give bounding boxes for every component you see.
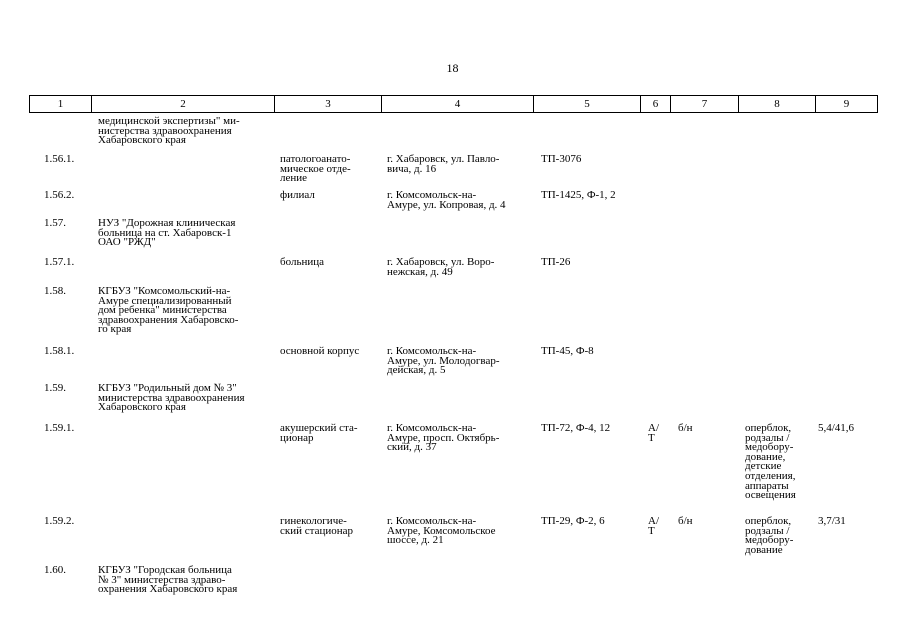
department: филиал [280,189,315,201]
column-9-value: 5,4/41,6 [818,422,855,434]
substation: ТП-29, Ф-2, 6 [541,515,605,527]
address: г. Комсомольск-на- Амуре, Комсомольское шоссе, д. 21 [387,515,496,547]
row-number: 1.59.2. [44,515,75,527]
department: больница [280,256,324,268]
column-header-9: 9 [816,96,878,113]
column-7-value: б/н [678,515,693,527]
substation: ТП-26 [541,256,571,268]
organization-name: КГБУЗ "Городская больница № 3" министерства здраво- охранения Хабаровского края [98,564,238,596]
organization-name: КГБУЗ "Комсомольский-на- Амуре специализированный дом ребенка" министерства здравоохранения Хабаровско- го края [98,285,239,336]
row-number: 1.60. [44,564,66,576]
address: г. Хабаровск, ул. Павло- вича, д. 16 [387,153,500,175]
column-8-value: оперблок, родзалы / медобору- дование [745,515,794,556]
column-header-1: 1 [30,96,92,113]
substation: ТП-72, Ф-4, 12 [541,422,611,434]
substation: ТП-3076 [541,153,582,165]
address: г. Комсомольск-на- Амуре, ул. Копровая, д. 4 [387,189,506,211]
address: г. Комсомольск-на- Амуре, просп. Октябрь- ский, д. 37 [387,422,500,454]
row-number: 1.59. [44,382,66,394]
column-7-value: б/н [678,422,693,434]
row-number: 1.57.1. [44,256,75,268]
organization-name: медицинской экспертизы" ми- нистерства здравоохранения Хабаровского края [98,115,240,147]
row-number: 1.56.2. [44,189,75,201]
row-number: 1.57. [44,217,66,229]
department: основной корпус [280,345,360,357]
organization-name: КГБУЗ "Родильный дом № 3" министерства здравоохранения Хабаровского края [98,382,245,414]
address: г. Хабаровск, ул. Воро- нежская, д. 49 [387,256,495,278]
column-header-6: 6 [641,96,671,113]
column-8-value: оперблок, родзалы / медобору- дование, детские отделения, аппараты освещения [745,422,796,502]
column-header-5: 5 [534,96,641,113]
department: патологоанато- мическое отде- ление [280,153,351,185]
page-number: 18 [446,61,459,75]
column-header-4: 4 [382,96,534,113]
column-header-7: 7 [671,96,739,113]
column-6-value: А/ Т [648,422,659,444]
column-header-2: 2 [92,96,275,113]
column-9-value: 3,7/31 [818,515,846,527]
column-6-value: А/ Т [648,515,659,537]
department: гинекологиче- ский стационар [280,515,353,537]
address: г. Комсомольск-на- Амуре, ул. Молодогвар- дейская, д. 5 [387,345,500,377]
row-number: 1.58.1. [44,345,75,357]
organization-name: НУЗ "Дорожная клиническая больница на ст. Хабаровск-1 ОАО "РЖД" [98,217,236,249]
substation: ТП-1425, Ф-1, 2 [541,189,616,201]
department: акушерский ста- ционар [280,422,358,444]
row-number: 1.58. [44,285,66,297]
column-header-8: 8 [739,96,816,113]
substation: ТП-45, Ф-8 [541,345,594,357]
column-header-3: 3 [275,96,382,113]
row-number: 1.56.1. [44,153,75,165]
row-number: 1.59.1. [44,422,75,434]
